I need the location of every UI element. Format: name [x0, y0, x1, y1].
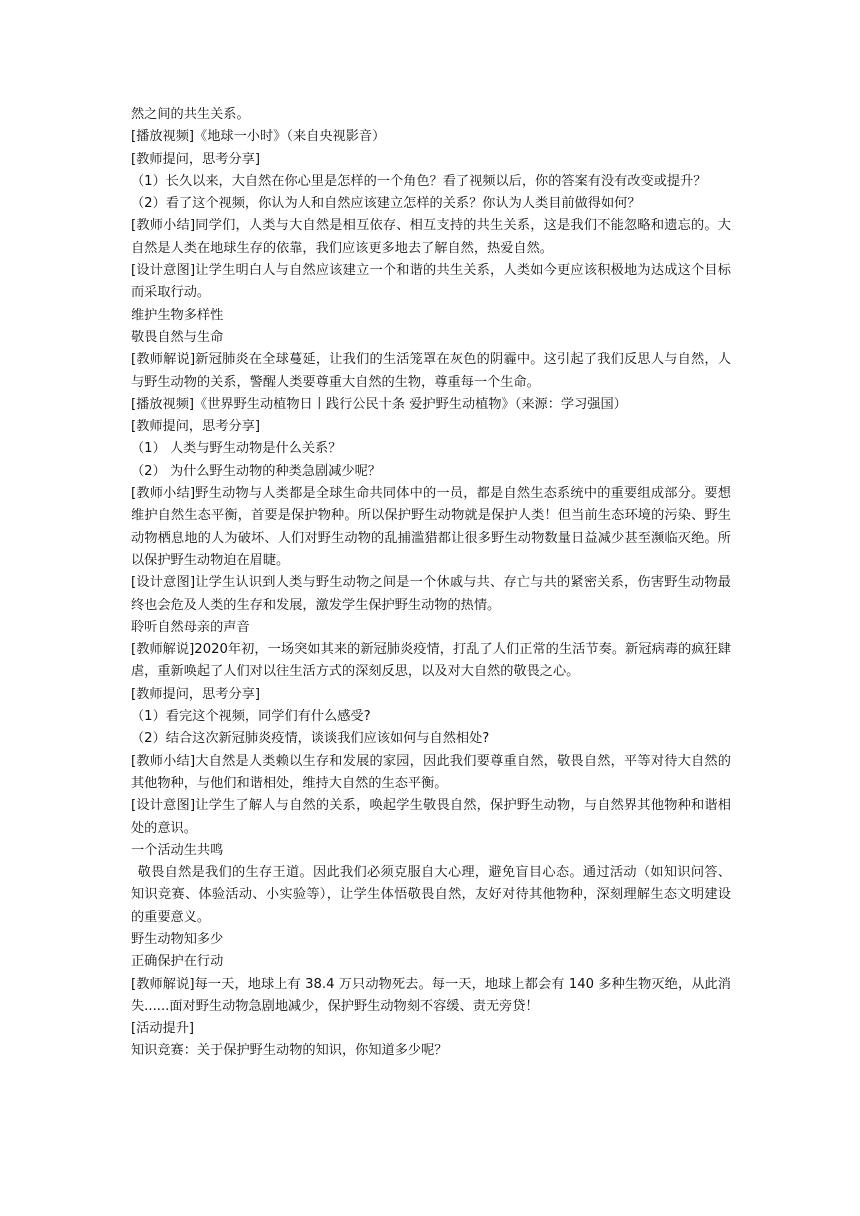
paragraph: [教师小结]大自然是人类赖以生存和发展的家园，因此我们要尊重自然，敬畏自然，平等对待大自然的其他物种，与他们和谐相处，维持大自然的生态平衡。 — [131, 753, 731, 791]
paragraph: （2）结合这次新冠肺炎疫情，谈谈我们应该如何与自然相处? — [131, 731, 490, 747]
paragraph: [教师解说]每一天，地球上有 38.4 万只动物死去。每一天，地球上都会有 140 多种生物灭绝，从此消失......面对野生动物急剧地减少，保护野生动物刻不容缓、责无旁贷！ — [131, 976, 731, 1014]
paragraph: [教师提问，思考分享] — [131, 419, 260, 435]
paragraph: [教师解说]2020年初，一场突如其来的新冠肺炎疫情，打乱了人们正常的生活节奏。新冠病毒的疯狂肆虐，重新唤起了人们对以往生活方式的深刻反思，以及对大自然的敬畏之心。 — [131, 642, 731, 680]
paragraph: [播放视频]《地球一小时》（来自央视影音） — [131, 129, 386, 145]
section-heading: 维护生物多样性 — [131, 307, 224, 323]
paragraph: （1）看完这个视频，同学们有什么感受? — [131, 709, 371, 725]
paragraph: （1）长久以来，大自然在你心里是怎样的一个角色？看了视频以后，你的答案有没有改变或提升？ — [131, 173, 707, 189]
paragraph: [教师提问，思考分享] — [131, 151, 260, 167]
paragraph: [活动提升] — [131, 1021, 195, 1037]
paragraph: （2）看了这个视频，你认为人和自然应该建立怎样的关系？你认为人类目前做得如何？ — [131, 196, 641, 212]
section-heading: 敬畏自然与生命 — [131, 329, 224, 345]
paragraph: [播放视频]《世界野生动植物日丨践行公民十条 爱护野生动植物》（来源：学习强国） — [131, 396, 627, 412]
section-heading: 野生动物知多少 — [131, 931, 224, 947]
section-heading: 正确保护在行动 — [131, 954, 224, 970]
paragraph: [设计意图]让学生明白人与自然应该建立一个和谐的共生关系，人类如今更应该积极地为达成这个目标而采取行动。 — [131, 263, 731, 301]
paragraph: [教师小结]同学们，人类与大自然是相互依存、相互支持的共生关系，这是我们不能忽略和遗忘的。大自然是人类在地球生存的依靠，我们应该更多地去了解自然，热爱自然。 — [131, 218, 731, 256]
paragraph: [教师提问，思考分享] — [131, 686, 260, 702]
paragraph: 敬畏自然是我们的生存王道。因此我们必须克服自大心理，避免盲目心态。通过活动（如知识问答、知识竞赛、体验活动、小实验等），让学生体悟敬畏自然，友好对待其他物种，深刻理解生态文明建设的重要意义。 — [131, 865, 731, 925]
paragraph: [教师小结]野生动物与人类都是全球生命共同体中的一员，都是自然生态系统中的重要组成部分。要想维护自然生态平衡，首要是保护物种。所以保护野生动物就是保护人类！但当前生态环境的污染、野生动物栖息地的人为破坏、人们对野生动物的乱捕滥猎都让很多野生动物数量日益减少甚至濒临灭绝。所以保护野生动物迫在眉睫。 — [131, 486, 731, 568]
paragraph: [设计意图]让学生了解人与自然的关系，唤起学生敬畏自然，保护野生动物，与自然界其他物种和谐相处的意识。 — [131, 798, 731, 836]
document-body — [131, 104, 731, 1063]
paragraph: [设计意图]让学生认识到人类与野生动物之间是一个休戚与共、存亡与共的紧密关系，伤害野生动物最终也会危及人类的生存和发展，激发学生保护野生动物的热情。 — [131, 575, 731, 613]
section-heading: 聆听自然母亲的声音 — [131, 619, 250, 635]
paragraph: 然之间的共生关系。 — [131, 107, 250, 122]
paragraph: （1） 人类与野生动物是什么关系？ — [131, 441, 342, 457]
paragraph: （2） 为什么野生动物的种类急剧减少呢？ — [131, 463, 381, 479]
paragraph: [教师解说]新冠肺炎在全球蔓延，让我们的生活笼罩在灰色的阴霾中。这引起了我们反思人与自然，人与野生动物的关系，警醒人类要尊重大自然的生物，尊重每一个生命。 — [131, 352, 731, 390]
section-heading: 一个活动生共鸣 — [131, 842, 224, 858]
paragraph: 知识竞赛：关于保护野生动物的知识，你知道多少呢？ — [131, 1043, 448, 1059]
